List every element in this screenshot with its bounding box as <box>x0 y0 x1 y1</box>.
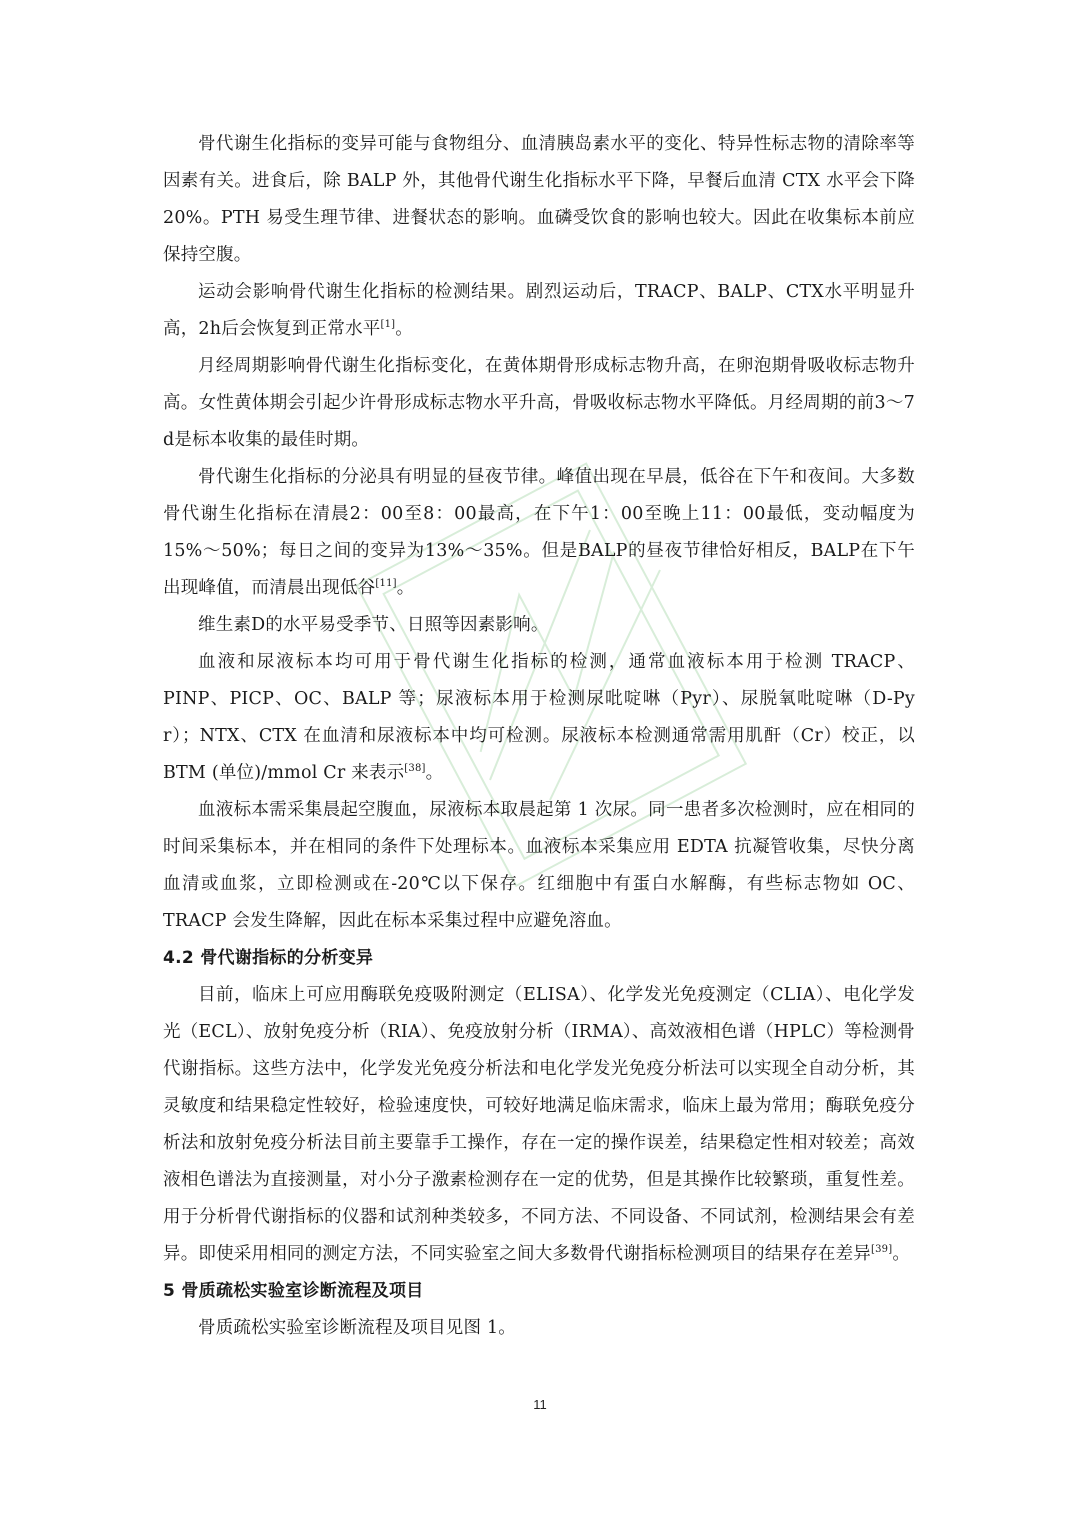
paragraph: 骨代谢生化指标的分泌具有明显的昼夜节律。峰值出现在早晨，低谷在下午和夜间。大多数骨代谢生化指标在清晨2：00至8：00最高，在下午1：00至晚上11：00最低，变动幅度为15%～50%；每日之间的变异为13%～35%。但是BALP的昼夜节律恰好相反，BALP在下午出现峰值，而清晨出现低谷[11]。 <box>163 467 915 598</box>
citation-ref: [11] <box>375 578 397 589</box>
paragraph: 维生素D的水平易受季节、日照等因素影响。 <box>198 615 549 635</box>
paragraph: 骨质疏松实验室诊断流程及项目见图 1。 <box>198 1318 516 1338</box>
paragraph: 骨代谢生化指标的变异可能与食物组分、血清胰岛素水平的变化、特异性标志物的清除率等因素有关。进食后，除 BALP 外，其他骨代谢生化指标水平下降，早餐后血清 CTX 水平会下降 20%。PTH 易受生理节律、进餐状态的影响。血磷受饮食的影响也较大。因此在收集标本前应保持空腹。 <box>163 134 915 265</box>
paragraph: 血液和尿液标本均可用于骨代谢生化指标的检测，通常血液标本用于检测 TRACP、PINP、PICP、OC、BALP 等；尿液标本用于检测尿吡啶啉（Pyr）、尿脱氧吡啶啉（D-Py r）；NTX、CTX 在血清和尿液标本中均可检测。尿液标本检测通常需用肌酐（Cr）校正，以 BTM (单位)/mmol Cr 来表示[38]。 <box>163 652 915 783</box>
citation-ref: [1] <box>380 319 396 330</box>
paragraph: 运动会影响骨代谢生化指标的检测结果。剧烈运动后，TRACP、BALP、CTX水平明显升高，2h后会恢复到正常水平[1]。 <box>163 282 915 339</box>
citation-ref: [38] <box>404 763 426 774</box>
paragraph: 血液标本需采集晨起空腹血，尿液标本取晨起第 1 次尿。同一患者多次检测时，应在相同的时间采集标本，并在相同的条件下处理标本。血液标本采集应用 EDTA 抗凝管收集，尽快分离血清或血浆，立即检测或在-20℃以下保存。红细胞中有蛋白水解酶，有些标志物如 OC、TRACP 会发生降解，因此在标本采集过程中应避免溶血。 <box>163 800 915 931</box>
body-text <box>163 126 915 1347</box>
section-heading: 5 骨质疏松实验室诊断流程及项目 <box>163 1281 424 1301</box>
paragraph: 月经周期影响骨代谢生化指标变化，在黄体期骨形成标志物升高，在卵泡期骨吸收标志物升高。女性黄体期会引起少许骨形成标志物水平升高，骨吸收标志物水平降低。月经周期的前3～7 d是标本收集的最佳时期。 <box>163 356 915 450</box>
paragraph: 目前，临床上可应用酶联免疫吸附测定（ELISA）、化学发光免疫测定（CLIA）、电化学发光（ECL）、放射免疫分析（RIA）、免疫放射分析（IRMA）、高效液相色谱（HPLC）等检测骨代谢指标。这些方法中，化学发光免疫分析法和电化学发光免疫分析法可以实现全自动分析，其灵敏度和结果稳定性较好，检验速度快，可较好地满足临床需求，临床上最为常用；酶联免疫分析法和放射免疫分析法目前主要靠手工操作，存在一定的操作误差，结果稳定性相对较差；高效液相色谱法为直接测量，对小分子激素检测存在一定的优势，但是其操作比较繁琐，重复性差。用于分析骨代谢指标的仪器和试剂种类较多，不同方法、不同设备、不同试剂，检测结果会有差异。即使采用相同的测定方法，不同实验室之间大多数骨代谢指标检测项目的结果存在差异[39]。 <box>163 985 915 1264</box>
page-number: 11 <box>533 1397 547 1412</box>
section-heading: 4.2 骨代谢指标的分析变异 <box>163 948 374 968</box>
citation-ref: [39] <box>871 1244 893 1255</box>
